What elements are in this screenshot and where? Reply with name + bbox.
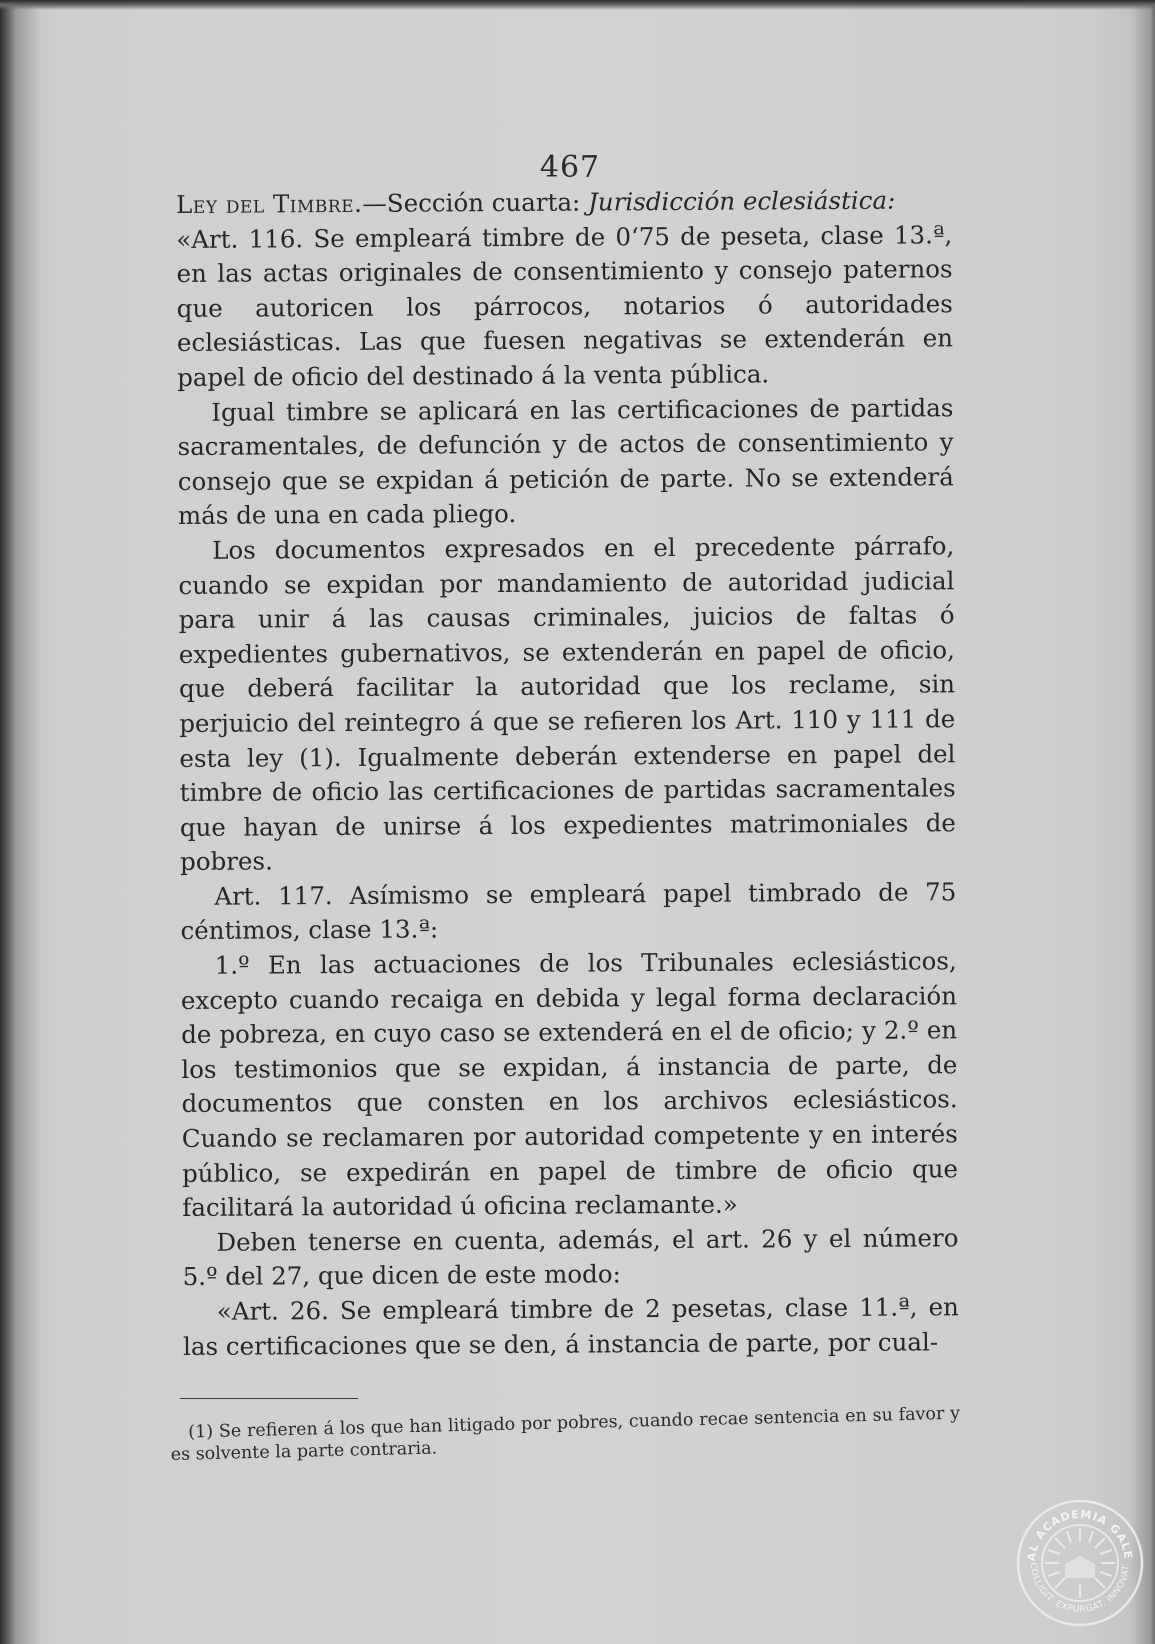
stamp-top-text: AL ACADEMIA GALE [1024, 1507, 1135, 1562]
stamp-seal-icon [1015, 1498, 1145, 1628]
heading-section: Sección cuarta: [386, 187, 589, 218]
library-stamp [1015, 1498, 1145, 1628]
heading-paragraph [176, 183, 952, 222]
paragraph-art-26: «Art. 26. Se empleará timbre de 2 pesetas, clase 11.ª, en las certificaciones que se den, á instancia de parte, por cual- [182, 1292, 959, 1361]
heading-title: Jurisdicción eclesiástica: [587, 185, 896, 217]
paragraph-actuaciones: 1.º En las actuaciones de los Tribunales eclesiásticos, excepto cuando recaiga en debida y legal forma declaración de pobreza, en cuyo caso se extenderá en el de oficio; y 2.º en los testimonios que se expidan, á instancia de parte, de documentos que consten en los archivos eclesiásticos. Cuando se reclamaren por autoridad competente y en interés público, se expedirán en papel de timbre de oficio que facilitará la autoridad ú oficina reclamante.» [180, 946, 959, 1223]
paragraph-deben-tenerse: Deben tenerse en cuenta, además, el art. 26 y el número 5.º del 27, que dicen de este modo: [182, 1223, 959, 1292]
paragraph-art-116: «Art. 116. Se empleará timbre de 0‘75 de peseta, clase 13.ª, en las actas originales de consentimiento y consejo paternos que autoricen los párrocos, notarios ó autoridades eclesiásticas. Las que fuesen negativas se extenderán en papel de oficio del destinado á la venta pública. [176, 219, 954, 392]
heading-law: Ley del Timbre. [176, 188, 363, 219]
heading-dash: — [362, 188, 387, 218]
stamp-bottom-text: COLLIGIT. EXPURGAT. INNOVAT. [1027, 1562, 1133, 1616]
footnote [170, 1403, 961, 1466]
body-text [176, 183, 959, 1364]
paragraph-igual-timbre: Igual timbre se aplicará en las certificaciones de partidas sacramentales, de defunción y de actos de consentimiento y consejo que se expidan á petición de parte. No se extenderá más de una en cada pliego. [177, 392, 954, 531]
page-number: 467 [539, 150, 601, 185]
paragraph-art-117: Art. 117. Asímismo se empleará papel timbrado de 75 céntimos, clase 13.ª: [180, 877, 957, 946]
footnote-text: (1) Se refieren á los que han litigado por pobres, cuando recae sentencia en su favor y es solvente la parte contraria. [170, 1403, 961, 1465]
footnote-rule [180, 1398, 358, 1399]
paragraph-los-documentos: Los documentos expresados en el precedente párrafo, cuando se expidan por mandamiento de autoridad judicial para unir á las causas criminales, juicios de faltas ó expedientes gubernativos, se extenderán en papel de oficio, que deberá facilitar la autoridad que los reclame, sin perjuicio del reintegro á que se refieren los Art. 110 y 111 de esta ley (1). Igualmente deberán extenderse en papel del timbre de oficio las certificaciones de partidas sacramentales que hayan de unirse á los expedientes matrimoniales de pobres. [178, 531, 956, 877]
